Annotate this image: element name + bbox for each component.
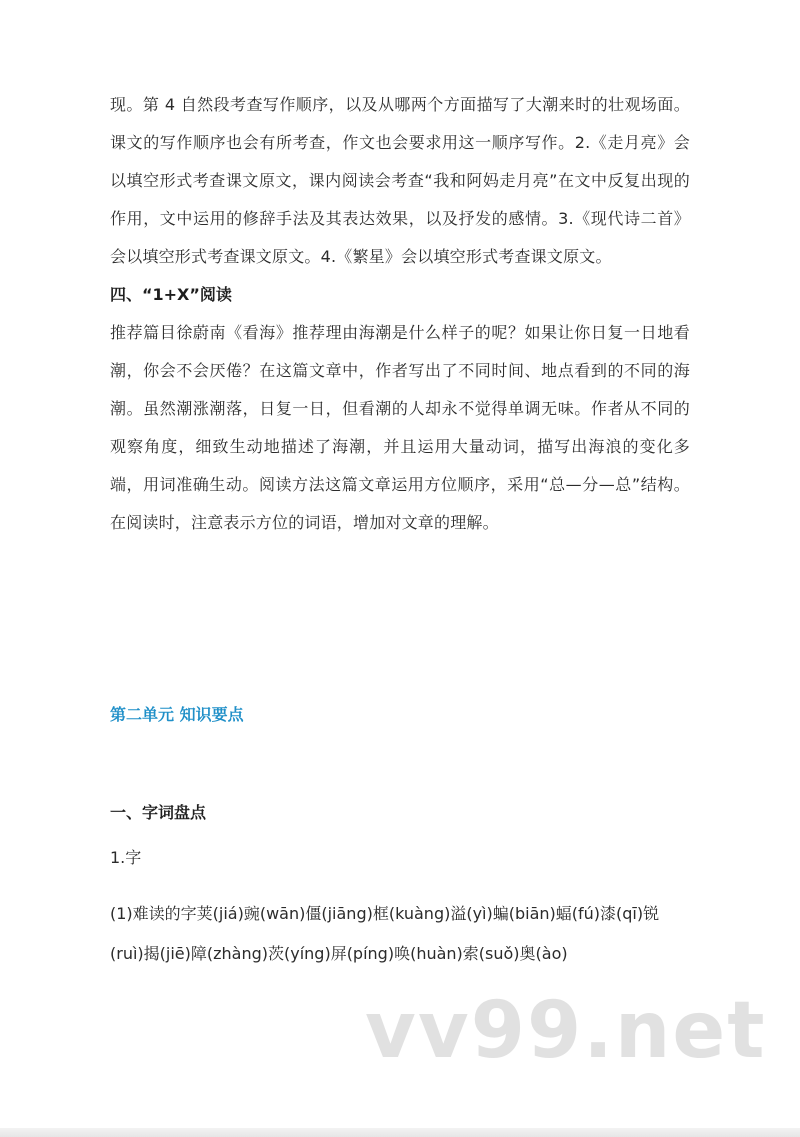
main-content	[110, 86, 690, 542]
sub-label-characters: 1.字	[110, 848, 142, 867]
recommend-paragraph: 推荐篇目徐蔚南《看海》推荐理由海潮是什么样子的呢？如果让你日复一日地看潮，你会不会厌倦？在这篇文章中，作者写出了不同时间、地点看到的不同的海潮。虽然潮涨潮落，日复一日，但看潮的人却永不觉得单调无味。作者从不同的观察角度，细致生动地描述了海潮，并且运用大量动词，描写出海浪的变化多端，用词准确生动。阅读方法这篇文章运用方位顺序，采用“总—分—总”结构。在阅读时，注意表示方位的词语，增加对文章的理解。	[110, 323, 690, 532]
watermark: vv99.net	[365, 986, 767, 1076]
unit-title: 第二单元 知识要点	[110, 705, 244, 724]
top-paragraph: 现。第 4 自然段考查写作顺序，以及从哪两个方面描写了大潮来时的壮观场面。课文的写作顺序也会有所考查，作文也会要求用这一顺序写作。2.《走月亮》会以填空形式考查课文原文，课内阅读会考查“我和阿妈走月亮”在文中反复出现的作用，文中运用的修辞手法及其表达效果，以及抒发的感情。3.《现代诗二首》会以填空形式考查课文原文。4.《繁星》会以填空形式考查课文原文。	[110, 95, 690, 266]
section-four-heading: 四、“1+X”阅读	[110, 285, 232, 304]
page-bottom-edge	[0, 1128, 800, 1137]
section-one-heading: 一、字词盘点	[110, 803, 207, 822]
difficult-characters-list: (1)难读的字荚(jiá)豌(wān)僵(jiāng)框(kuàng)溢(yì)蝙(biān)蝠(fú)漆(qī)锐(ruì)揭(jiē)障(zhàng)茨(yíng)屏(píng)唤(huàn)索(suǒ)奥(ào)	[110, 904, 660, 963]
